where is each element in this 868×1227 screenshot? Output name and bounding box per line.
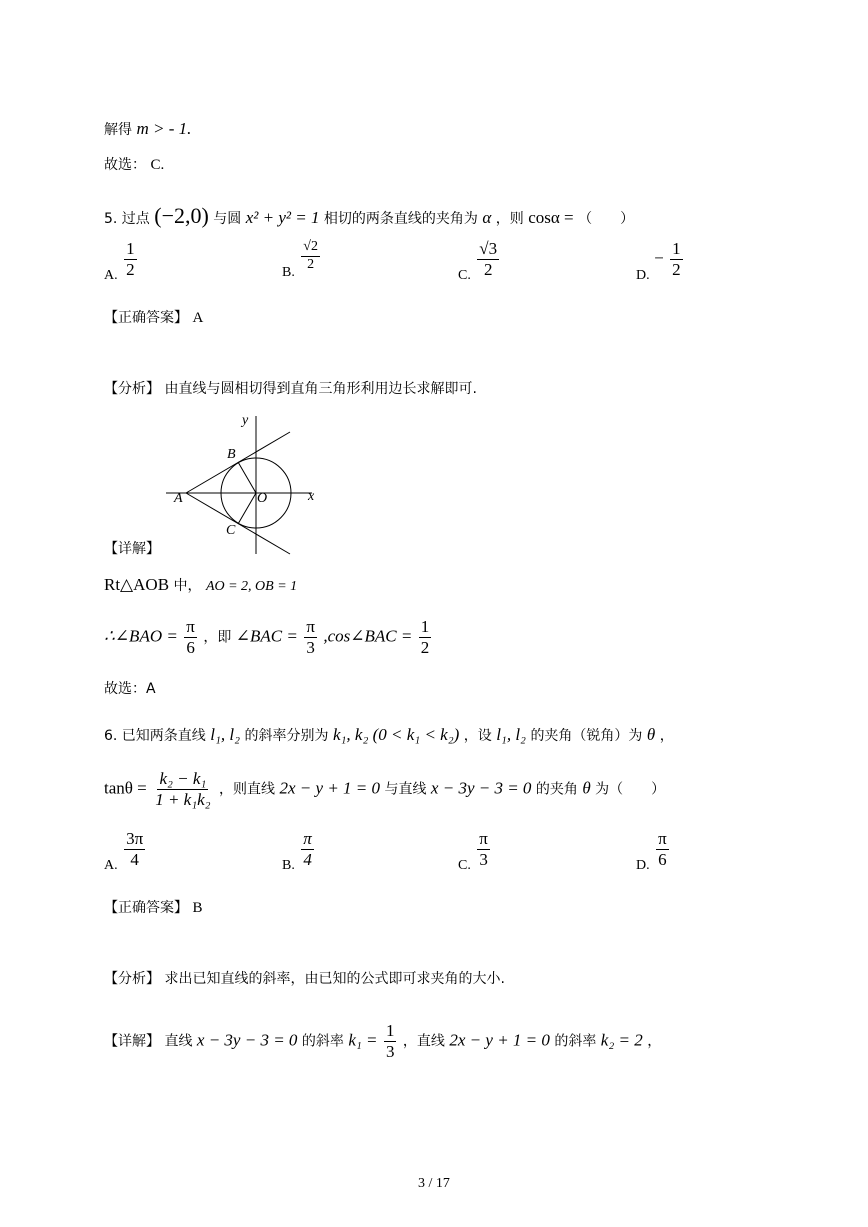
q5-alpha: α bbox=[482, 208, 492, 227]
analysis-text: 由直线与圆相切得到直角三角形利用边长求解即可. bbox=[164, 381, 477, 397]
fraction-numerator: π bbox=[658, 829, 667, 848]
angle-bac-fraction bbox=[304, 618, 317, 657]
q5-cos-expression: cosα = bbox=[528, 208, 574, 227]
page-number: 3 / 17 bbox=[418, 1176, 450, 1191]
fraction-denominator: 2 bbox=[307, 256, 315, 272]
detail-text-3: ，直线 bbox=[402, 1033, 445, 1050]
q5-circle-equation: x² + y² = 1 bbox=[245, 208, 320, 227]
q5-option-d bbox=[636, 239, 685, 284]
tan-expression: tanθ = bbox=[104, 778, 147, 798]
detail-label: 【详解】 bbox=[104, 541, 160, 557]
option-fraction bbox=[124, 830, 145, 869]
question-6-stem-1 bbox=[104, 726, 674, 743]
detail-line-1-equation: x − 3y − 3 = 0 bbox=[196, 1030, 298, 1050]
analysis-label: 【分析】 bbox=[104, 971, 160, 987]
analysis-label: 【分析】 bbox=[104, 381, 160, 397]
q5-option-a bbox=[104, 239, 139, 284]
fraction-numerator: k₂ − k₁ bbox=[159, 769, 207, 788]
fraction-denominator: 2 bbox=[126, 259, 135, 279]
solution-prefix: 解得 bbox=[104, 122, 132, 138]
choice-line-q4 bbox=[104, 158, 164, 173]
label-y: y bbox=[242, 413, 249, 428]
fraction-numerator: √3 bbox=[479, 239, 498, 258]
fraction-numerator: π bbox=[479, 829, 488, 848]
radius-oc bbox=[238, 493, 256, 524]
detail-label: 【详解】 bbox=[104, 1033, 160, 1050]
q5-text-2: 相切的两条直线的夹角为 bbox=[323, 211, 478, 227]
label-x: x bbox=[308, 489, 315, 504]
angle-bao-fraction bbox=[184, 618, 197, 657]
choice-text: 故选：A bbox=[104, 681, 156, 697]
q5-option-c bbox=[458, 239, 501, 284]
option-fraction bbox=[301, 240, 320, 272]
q6-option-b bbox=[282, 829, 316, 874]
question-5-stem bbox=[104, 205, 634, 227]
angle-bac-expression: ∠BAC = bbox=[235, 626, 298, 646]
q6-option-c bbox=[458, 829, 492, 874]
q6-theta: θ bbox=[646, 725, 656, 744]
fraction-numerator: 1 bbox=[126, 239, 135, 258]
q6-option-a bbox=[104, 829, 147, 874]
detail-line-2-equation: 2x − y + 1 = 0 bbox=[449, 1030, 550, 1050]
q5-choice-line bbox=[104, 682, 156, 696]
q6-answer-line bbox=[104, 901, 202, 916]
cos-bac-expression: ,cos∠BAC = bbox=[323, 626, 413, 646]
q6-lines: l₁, l₂ bbox=[210, 725, 241, 744]
fraction-numerator: π bbox=[303, 829, 312, 848]
q6-text-5: 与直线 bbox=[384, 781, 427, 798]
option-fraction bbox=[670, 240, 683, 279]
fraction-denominator: 4 bbox=[130, 849, 139, 869]
fraction-numerator: π bbox=[186, 617, 195, 636]
q6-line-1-equation: 2x − y + 1 = 0 bbox=[279, 778, 381, 798]
tan-fraction bbox=[153, 770, 212, 809]
label-c: C bbox=[226, 523, 236, 538]
fraction-denominator: 6 bbox=[658, 849, 667, 869]
detail-text-4: 的斜率 bbox=[554, 1033, 597, 1050]
detail-text-2: 的斜率 bbox=[301, 1033, 344, 1050]
q6-detail-line bbox=[104, 1022, 661, 1061]
answer-value: A bbox=[192, 310, 204, 326]
fraction-numerator: 1 bbox=[420, 617, 430, 636]
q5-point: (−2,0) bbox=[154, 203, 209, 228]
option-sign: − bbox=[654, 248, 664, 268]
slope-k1-fraction bbox=[384, 1022, 397, 1061]
q5-option-b bbox=[282, 239, 322, 281]
q5-tangent-figure bbox=[160, 408, 330, 558]
side-lengths-expression: AO = 2, OB = 1 bbox=[205, 579, 298, 594]
label-a: A bbox=[174, 491, 183, 506]
q5-number: 5. 过点 bbox=[104, 211, 150, 227]
question-6-stem-2 bbox=[104, 770, 665, 809]
fraction-denominator: 3 bbox=[385, 1041, 395, 1061]
fraction-denominator: 4 bbox=[303, 849, 312, 869]
fraction-numerator: π bbox=[306, 617, 315, 636]
right-triangle-expression: Rt△AOB bbox=[104, 575, 170, 594]
detail-connector: ，即 bbox=[203, 629, 232, 646]
fraction-denominator: 2 bbox=[420, 637, 430, 657]
analysis-text: 求出已知直线的斜率，由已知的公式即可求夹角的大小. bbox=[164, 971, 505, 987]
q5-answer-paren: （ ） bbox=[578, 211, 635, 227]
fraction-denominator: 6 bbox=[186, 637, 195, 657]
q6-text-3: 的夹角（锐角）为 bbox=[530, 728, 643, 744]
angle-bao-expression: ∴∠BAO = bbox=[104, 626, 178, 646]
q5-detail-label bbox=[104, 542, 160, 556]
option-label: A. bbox=[104, 858, 118, 874]
fraction-denominator: 1 + k₁k₂ bbox=[155, 789, 211, 809]
option-fraction bbox=[477, 830, 490, 869]
option-fraction bbox=[301, 830, 314, 869]
q6-text-7: 为（ ） bbox=[595, 781, 666, 798]
fraction-numerator: √2 bbox=[301, 240, 320, 257]
label-o: O bbox=[257, 491, 268, 506]
fraction-denominator: 2 bbox=[483, 259, 493, 279]
option-label: D. bbox=[636, 858, 650, 874]
q6-text-2: ，设 bbox=[463, 728, 492, 744]
detail-text: 中， bbox=[173, 578, 202, 594]
q5-text-3: ，则 bbox=[495, 211, 524, 227]
q6-text-4: ，则直线 bbox=[219, 781, 276, 798]
solution-line bbox=[104, 120, 191, 137]
answer-label: 【正确答案】 bbox=[104, 900, 188, 916]
fraction-denominator: 3 bbox=[306, 637, 315, 657]
detail-text-1: 直线 bbox=[164, 1033, 193, 1050]
fraction-denominator: 2 bbox=[672, 259, 681, 279]
q5-analysis-line bbox=[104, 382, 477, 396]
label-b: B bbox=[227, 447, 236, 462]
q5-text-1: 与圆 bbox=[213, 211, 242, 227]
slope-k1-expression: k₁ = bbox=[348, 1030, 378, 1050]
slope-k2-expression: k₂ = 2 bbox=[600, 1030, 643, 1050]
choice-value: C. bbox=[150, 157, 165, 173]
q6-analysis-line bbox=[104, 972, 505, 986]
fraction-denominator: 3 bbox=[479, 849, 488, 869]
q6-comma: ， bbox=[659, 728, 674, 744]
solution-expression: m > - 1. bbox=[136, 119, 192, 138]
fraction-numerator: 3π bbox=[126, 829, 144, 848]
q6-lines-repeat: l₁, l₂ bbox=[496, 725, 526, 744]
choice-prefix: 故选： bbox=[104, 157, 146, 173]
option-fraction bbox=[124, 240, 137, 279]
q6-slopes: k₁, k₂ (0 < k₁ < k₂) bbox=[332, 725, 460, 744]
fraction-numerator: 1 bbox=[672, 239, 681, 258]
option-fraction bbox=[656, 830, 669, 869]
option-label: C. bbox=[458, 858, 471, 874]
option-label: B. bbox=[282, 858, 295, 874]
q6-option-d bbox=[636, 829, 671, 874]
option-label: A. bbox=[104, 268, 118, 284]
q6-theta-2: θ bbox=[582, 778, 591, 798]
q5-detail-line-2 bbox=[104, 618, 433, 657]
option-fraction bbox=[477, 240, 499, 279]
answer-value: B bbox=[192, 900, 203, 916]
option-label: D. bbox=[636, 268, 650, 284]
option-label: C. bbox=[458, 268, 471, 284]
q6-text-6: 的夹角 bbox=[535, 781, 578, 798]
detail-text-5: ， bbox=[647, 1033, 662, 1050]
q6-text-1: 的斜率分别为 bbox=[244, 728, 329, 744]
option-label: B. bbox=[282, 265, 295, 281]
q5-answer-line bbox=[104, 311, 203, 326]
radius-ob bbox=[238, 462, 256, 493]
cos-bac-fraction bbox=[419, 618, 432, 657]
q6-number: 6. 已知两条直线 bbox=[104, 728, 206, 744]
answer-label: 【正确答案】 bbox=[104, 310, 188, 326]
q5-detail-line-1 bbox=[104, 576, 297, 594]
q6-line-2-equation: x − 3y − 3 = 0 bbox=[430, 778, 532, 798]
fraction-numerator: 1 bbox=[385, 1021, 395, 1040]
